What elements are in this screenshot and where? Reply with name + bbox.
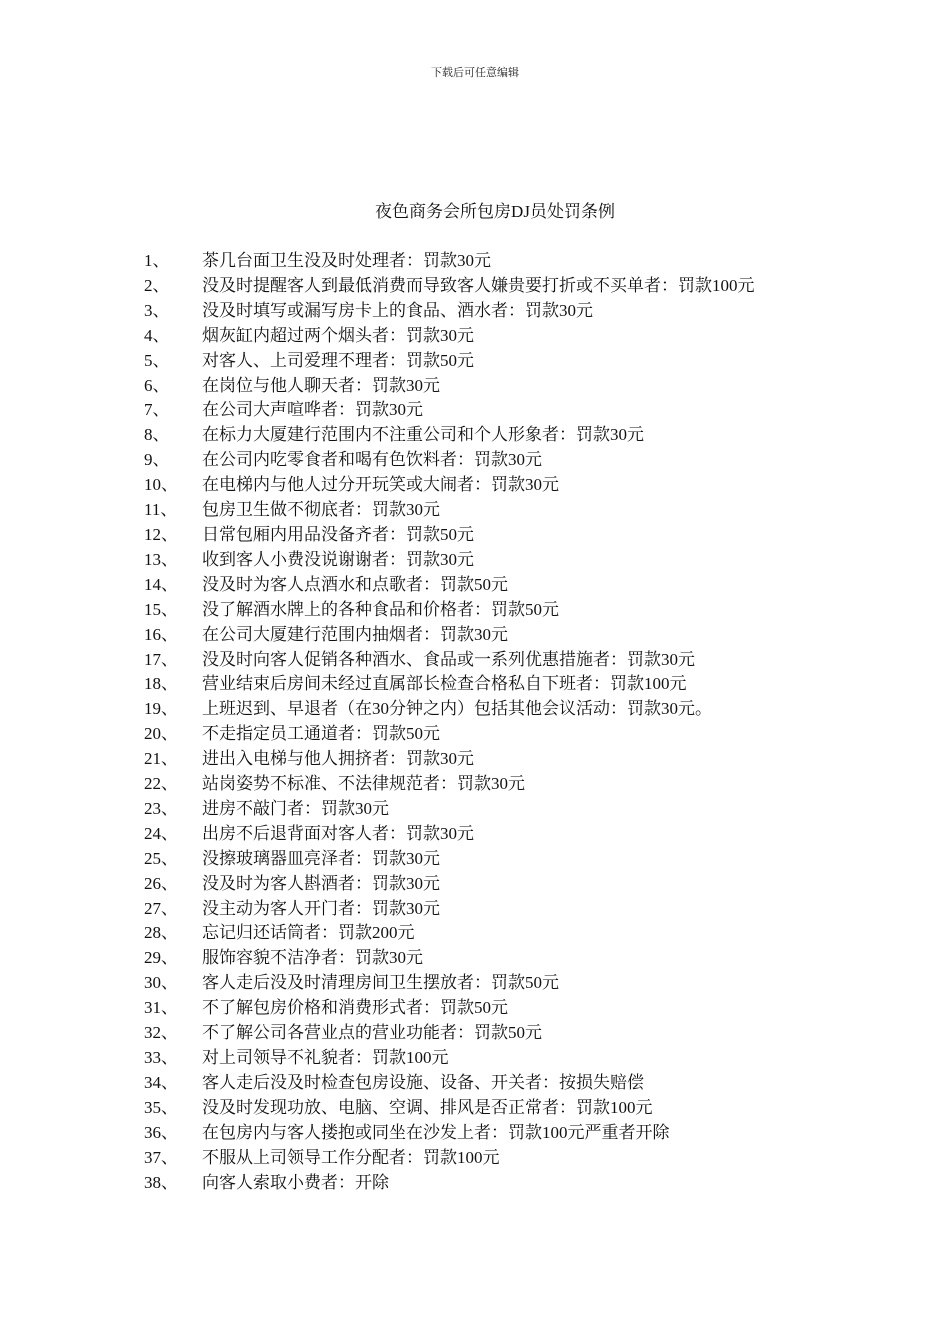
rule-number: 29、 — [144, 948, 178, 968]
rule-number: 23、 — [144, 798, 178, 818]
rule-number: 25、 — [144, 848, 178, 868]
rule-item — [144, 274, 814, 299]
rule-item — [144, 598, 814, 623]
rule-number: 36、 — [144, 1122, 178, 1142]
rule-number: 10、 — [144, 475, 178, 495]
rule-item — [144, 747, 814, 772]
rule-item — [144, 996, 814, 1021]
rule-text: 没擦玻璃器皿亮泽者：罚款30元 — [202, 848, 440, 868]
rule-item — [144, 448, 814, 473]
rule-item — [144, 797, 814, 822]
rule-text: 烟灰缸内超过两个烟头者：罚款30元 — [202, 325, 474, 345]
rule-number: 32、 — [144, 1023, 178, 1043]
rule-text: 日常包厢内用品没备齐者：罚款50元 — [202, 524, 474, 544]
rule-number: 19、 — [144, 699, 178, 719]
rule-text: 在公司内吃零食者和喝有色饮料者：罚款30元 — [202, 450, 542, 470]
rule-number: 20、 — [144, 724, 178, 744]
rule-text: 没及时为客人斟酒者：罚款30元 — [202, 873, 440, 893]
document-title: 夜色商务会所包房DJ员处罚条例 — [375, 202, 615, 221]
rule-item — [144, 324, 814, 349]
rule-text: 没及时发现功放、电脑、空调、排风是否正常者：罚款100元 — [202, 1097, 653, 1117]
rule-text: 没及时向客人促销各种酒水、食品或一系列优惠措施者：罚款30元 — [202, 649, 695, 669]
rule-text: 不服从上司领导工作分配者：罚款100元 — [202, 1147, 500, 1167]
rule-number: 2、 — [144, 275, 170, 295]
rule-text: 没了解酒水牌上的各种食品和价格者：罚款50元 — [202, 599, 559, 619]
rule-item — [144, 349, 814, 374]
rule-item — [144, 398, 814, 423]
rule-number: 16、 — [144, 624, 178, 644]
rule-item — [144, 1071, 814, 1096]
rule-item — [144, 1021, 814, 1046]
rule-number: 26、 — [144, 873, 178, 893]
rule-text: 客人走后没及时检查包房设施、设备、开关者：按损失赔偿 — [202, 1072, 644, 1092]
rule-item — [144, 249, 814, 274]
rule-number: 21、 — [144, 749, 178, 769]
rule-item — [144, 423, 814, 448]
rule-item — [144, 697, 814, 722]
page-header-note: 下载后可任意编辑 — [431, 67, 519, 79]
rule-item — [144, 1121, 814, 1146]
rule-item — [144, 374, 814, 399]
rule-number: 8、 — [144, 425, 170, 445]
rule-text: 在公司大声喧哗者：罚款30元 — [202, 400, 423, 420]
rule-number: 37、 — [144, 1147, 178, 1167]
rule-item — [144, 971, 814, 996]
rule-number: 6、 — [144, 375, 170, 395]
rules-list — [144, 249, 814, 1195]
rule-item — [144, 847, 814, 872]
rule-number: 22、 — [144, 774, 178, 794]
rule-item — [144, 299, 814, 324]
rule-number: 27、 — [144, 898, 178, 918]
rule-number: 30、 — [144, 973, 178, 993]
rule-text: 在包房内与客人搂抱或同坐在沙发上者：罚款100元严重者开除 — [202, 1122, 670, 1142]
rule-item — [144, 623, 814, 648]
rule-text: 收到客人小费没说谢谢者：罚款30元 — [202, 549, 474, 569]
rule-number: 1、 — [144, 251, 170, 270]
rule-text: 进房不敲门者：罚款30元 — [202, 798, 389, 818]
rule-item — [144, 1096, 814, 1121]
rule-text: 忘记归还话筒者：罚款200元 — [202, 923, 415, 943]
rule-item — [144, 822, 814, 847]
rule-text: 在电梯内与他人过分开玩笑或大闹者：罚款30元 — [202, 475, 559, 495]
rule-item — [144, 897, 814, 922]
rule-number: 14、 — [144, 574, 178, 594]
rule-number: 24、 — [144, 823, 178, 843]
rule-text: 出房不后退背面对客人者：罚款30元 — [202, 823, 474, 843]
rule-number: 34、 — [144, 1072, 178, 1092]
rule-text: 上班迟到、早退者（在30分钟之内）包括其他会议活动：罚款30元。 — [202, 699, 712, 719]
rule-number: 35、 — [144, 1097, 178, 1117]
rule-number: 38、 — [144, 1172, 178, 1192]
rule-number: 31、 — [144, 998, 178, 1018]
rule-text: 站岗姿势不标准、不法律规范者：罚款30元 — [202, 774, 525, 794]
rule-number: 9、 — [144, 450, 170, 470]
rule-item — [144, 473, 814, 498]
rule-item — [144, 1171, 814, 1196]
rule-text: 服饰容貌不洁净者：罚款30元 — [202, 948, 423, 968]
rule-number: 28、 — [144, 923, 178, 943]
rule-number: 13、 — [144, 549, 178, 569]
rule-text: 没及时为客人点酒水和点歌者：罚款50元 — [202, 574, 508, 594]
rule-text: 没及时填写或漏写房卡上的食品、酒水者：罚款30元 — [202, 300, 593, 320]
rule-text: 包房卫生做不彻底者：罚款30元 — [202, 500, 440, 520]
rule-item — [144, 1046, 814, 1071]
rule-item — [144, 672, 814, 697]
rule-text: 对客人、上司爱理不理者：罚款50元 — [202, 350, 474, 370]
rule-item — [144, 946, 814, 971]
rule-text: 营业结束后房间未经过直属部长检查合格私自下班者：罚款100元 — [202, 674, 687, 694]
rule-number: 3、 — [144, 300, 170, 320]
rule-text: 没主动为客人开门者：罚款30元 — [202, 898, 440, 918]
rule-number: 17、 — [144, 649, 178, 669]
rule-number: 15、 — [144, 599, 178, 619]
rule-item — [144, 548, 814, 573]
rule-number: 4、 — [144, 325, 170, 345]
rule-text: 进出入电梯与他人拥挤者：罚款30元 — [202, 749, 474, 769]
rule-item — [144, 498, 814, 523]
rule-text: 在标力大厦建行范围内不注重公司和个人形象者：罚款30元 — [202, 425, 644, 445]
rule-text: 不了解包房价格和消费形式者：罚款50元 — [202, 998, 508, 1018]
rule-text: 向客人索取小费者：开除 — [202, 1172, 389, 1192]
rule-text: 在公司大厦建行范围内抽烟者：罚款30元 — [202, 624, 508, 644]
rule-number: 5、 — [144, 350, 170, 370]
rule-text: 茶几台面卫生没及时处理者：罚款30元 — [202, 251, 491, 270]
rule-text: 在岗位与他人聊天者：罚款30元 — [202, 375, 440, 395]
rule-item — [144, 872, 814, 897]
rule-number: 18、 — [144, 674, 178, 694]
rule-text: 对上司领导不礼貌者：罚款100元 — [202, 1048, 449, 1067]
rule-number: 11、 — [144, 500, 178, 520]
rule-item — [144, 1146, 814, 1171]
rule-number: 12、 — [144, 524, 178, 544]
rule-item — [144, 523, 814, 548]
rule-text: 没及时提醒客人到最低消费而导致客人嫌贵要打折或不买单者：罚款100元 — [202, 275, 755, 295]
rule-text: 不走指定员工通道者：罚款50元 — [202, 724, 440, 744]
rule-item — [144, 921, 814, 946]
rule-number: 7、 — [144, 400, 170, 420]
rule-item — [144, 772, 814, 797]
rule-text: 客人走后没及时清理房间卫生摆放者：罚款50元 — [202, 973, 559, 993]
rule-item — [144, 722, 814, 747]
rule-item — [144, 573, 814, 598]
rule-item — [144, 648, 814, 673]
rule-text: 不了解公司各营业点的营业功能者：罚款50元 — [202, 1023, 542, 1043]
rule-number: 33、 — [144, 1048, 178, 1067]
